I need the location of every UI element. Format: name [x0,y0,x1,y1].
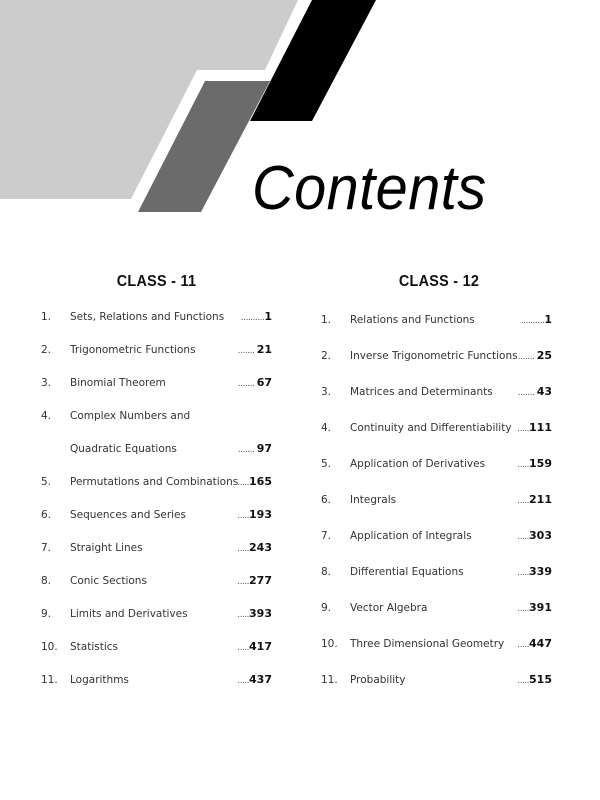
chapter-number: 9. [41,608,52,620]
chapter-title: Logarithms [70,674,129,686]
leader-dots: ..... [517,460,530,470]
page-number: 21 [256,343,272,356]
toc-entry[interactable] [36,572,272,590]
page-number: 1 [544,313,552,326]
toc-entry[interactable] [316,347,552,365]
chapter-number: 7. [321,530,332,542]
leader-dots: ..... [237,610,250,620]
chapter-number: 4. [41,410,52,422]
page-ref [241,308,272,327]
toc-entry[interactable] [316,671,552,689]
leader-dots: ..... [517,424,530,434]
chapter-title: Trigonometric Functions [70,344,196,356]
chapter-number: 1. [321,314,332,326]
chapter-number: 10. [41,641,58,653]
chapter-number: 3. [41,377,52,389]
toc-entry[interactable] [36,407,272,425]
chapter-title: Binomial Theorem [70,377,166,389]
chapter-number: 9. [321,602,332,614]
page-ref [517,527,552,546]
toc-entry[interactable] [316,383,552,401]
page-number: 97 [256,442,272,455]
page-number: 111 [529,421,552,434]
page-ref [237,671,272,690]
leader-dots: ..... [517,676,530,686]
leader-dots: ..... [517,604,530,614]
page-ref [517,563,552,582]
chapter-title: Differential Equations [350,566,464,578]
chapter-title: Application of Derivatives [350,458,486,470]
page-number: 165 [249,475,272,488]
toc-entry[interactable] [36,506,272,524]
page-ref [238,374,272,393]
toc-entry[interactable] [36,539,272,557]
chapter-number: 6. [41,509,52,521]
toc-entry[interactable] [316,311,552,329]
chapter-number: 6. [321,494,332,506]
toc-entry[interactable] [36,473,272,491]
leader-dots: ....... [517,352,537,362]
page-number: 437 [249,673,272,686]
page-number: 393 [249,607,272,620]
page-ref [517,599,552,618]
page-number: 25 [536,349,552,362]
toc-entry[interactable] [36,374,272,392]
page-number: 277 [249,574,272,587]
page-ref [517,455,552,474]
leader-dots: .......... [520,316,545,326]
chapter-number: 7. [41,542,52,554]
page-number: 193 [249,508,272,521]
toc-entry[interactable] [316,599,552,617]
toc-entry[interactable] [316,527,552,545]
page-number: 1 [264,310,272,323]
leader-dots: ..... [237,478,250,488]
chapter-title: Statistics [70,641,118,653]
toc-entry[interactable] [316,491,552,509]
leader-dots: .......... [240,313,265,323]
chapter-title: Vector Algebra [350,602,428,614]
page-ref [518,347,552,366]
page-ref [517,671,552,690]
toc-entry[interactable] [316,419,552,437]
chapter-title: Relations and Functions [350,314,475,326]
leader-dots: ..... [517,496,530,506]
leader-dots: ....... [237,346,257,356]
chapter-title: Continuity and Differentiability [350,422,512,434]
toc-entry[interactable] [36,440,272,458]
page-ref [517,419,552,438]
leader-dots: ..... [517,640,530,650]
chapter-title: Quadratic Equations [70,443,177,455]
chapter-number: 11. [321,674,338,686]
chapter-number: 2. [321,350,332,362]
chapter-number: 11. [41,674,58,686]
toc-entry[interactable] [36,308,272,326]
page-number: 211 [529,493,552,506]
page-ref [238,341,272,360]
page-number: 515 [529,673,552,686]
chapter-title: Conic Sections [70,575,147,587]
chapter-number: 8. [41,575,52,587]
chapter-title: Matrices and Determinants [350,386,493,398]
leader-dots: ....... [237,445,257,455]
chapter-number: 1. [41,311,52,323]
leader-dots: ..... [237,676,250,686]
page-number: 43 [536,385,552,398]
class-12-heading: CLASS - 12 [398,273,480,290]
page-number: 243 [249,541,272,554]
page-ref [517,491,552,510]
toc-entry[interactable] [316,563,552,581]
page-number: 303 [529,529,552,542]
leader-dots: ..... [237,577,250,587]
leader-dots: ..... [517,532,530,542]
leader-dots: ..... [517,568,530,578]
toc-entry[interactable] [36,638,272,656]
toc-entry[interactable] [316,635,552,653]
page-ref [237,473,272,492]
chapter-title: Complex Numbers and [70,410,191,422]
chapter-title: Integrals [350,494,397,506]
page-ref [237,506,272,525]
leader-dots: ..... [237,643,250,653]
chapter-number: 5. [41,476,52,488]
chapter-title: Permutations and Combinations [70,476,239,488]
page-ref [237,539,272,558]
chapter-title: Sequences and Series [70,509,186,521]
toc-entry[interactable] [36,671,272,689]
page-ref [517,635,552,654]
page-number: 447 [529,637,552,650]
page-title: Contents [252,154,487,223]
leader-dots: ....... [517,388,537,398]
chapter-title: Straight Lines [70,542,143,554]
page-ref [238,440,272,459]
page-ref [518,383,552,402]
page-ref [237,638,272,657]
chapter-title: Sets, Relations and Functions [70,311,225,323]
page-number: 67 [256,376,272,389]
chapter-number: 10. [321,638,338,650]
chapter-number: 4. [321,422,332,434]
page-ref [237,605,272,624]
class-11-heading: CLASS - 11 [116,273,197,290]
page-number: 339 [529,565,552,578]
leader-dots: ....... [237,379,257,389]
page-ref [237,572,272,591]
chapter-title: Probability [350,674,406,686]
toc-entry[interactable] [36,341,272,359]
page-number: 159 [529,457,552,470]
leader-dots: ..... [237,544,250,554]
leader-dots: ..... [237,511,250,521]
toc-entry[interactable] [316,455,552,473]
page-number: 391 [529,601,552,614]
page-ref [521,311,552,330]
chapter-number: 5. [321,458,332,470]
chapter-title: Three Dimensional Geometry [350,638,505,650]
chapter-number: 2. [41,344,52,356]
page-number: 417 [249,640,272,653]
chapter-title: Inverse Trigonometric Functions [350,350,518,362]
chapter-number: 8. [321,566,332,578]
chapter-title: Application of Integrals [350,530,472,542]
chapter-title: Limits and Derivatives [70,608,188,620]
chapter-number: 3. [321,386,332,398]
toc-entry[interactable] [36,605,272,623]
